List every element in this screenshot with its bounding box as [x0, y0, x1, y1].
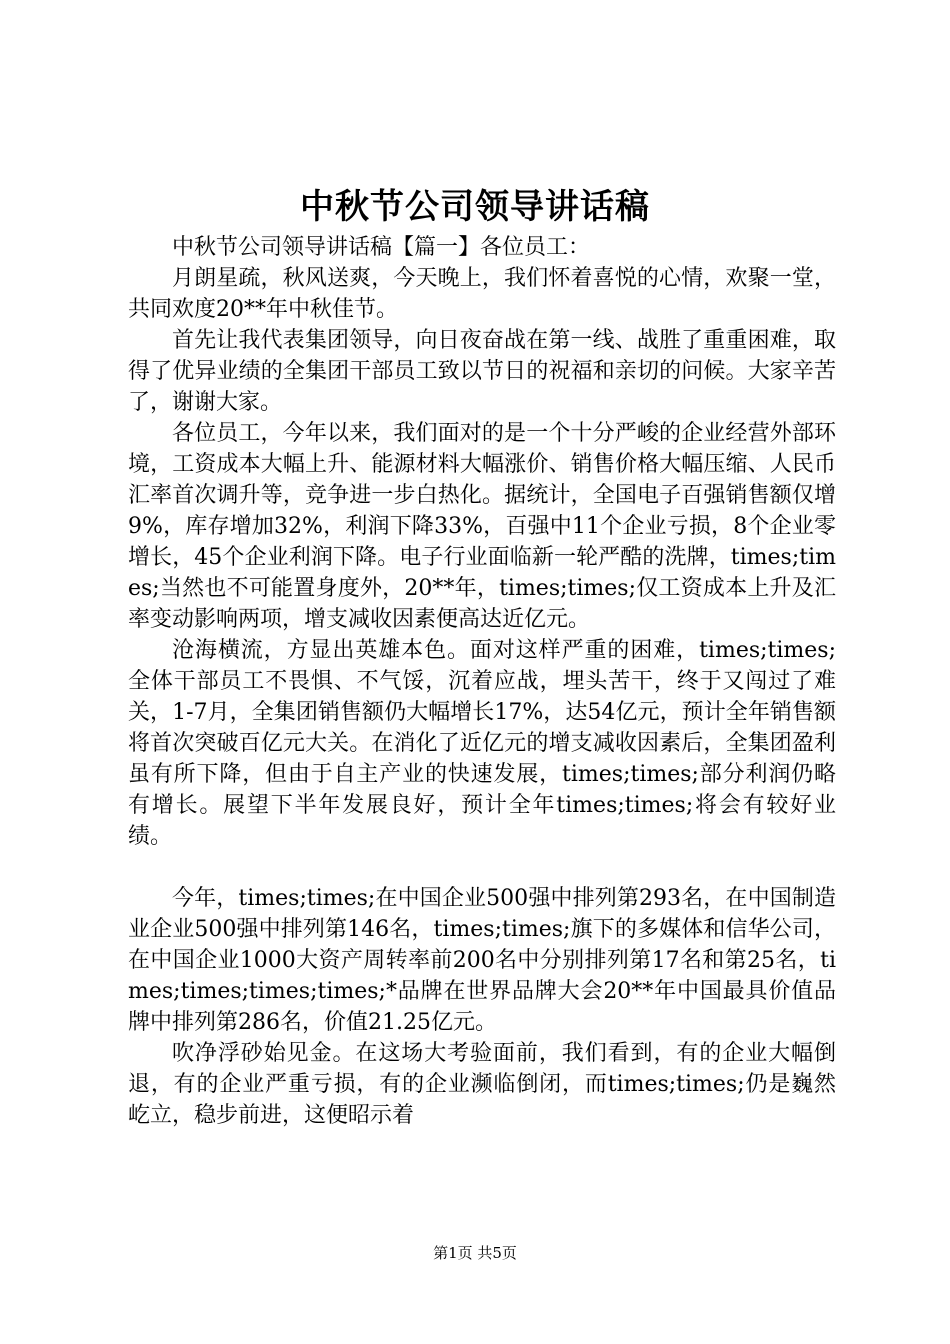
paragraph: 首先让我代表集团领导，向日夜奋战在第一线、战胜了重重困难，取得了优异业绩的全集团干部员工致以节日的祝福和亲切的问候。大家辛苦了，谢谢大家。	[128, 328, 836, 415]
paragraph: 沧海横流，方显出英雄本色。面对这样严重的困难，times;times;全体干部员工不畏惧、不气馁，沉着应战，埋头苦干，终于又闯过了难关，1-7月，全集团销售额仍大幅增长17%，达54亿元，预计全年销售额将首次突破百亿元大关。在消化了近亿元的增支减收因素后，全集团盈利虽有所下降，但由于自主产业的快速发展，times;times;部分利润仍略有增长。展望下半年发展良好，预计全年times;times;将会有较好业绩。	[128, 638, 836, 849]
paragraph: 今年，times;times;在中国企业500强中排列第293名，在中国制造业企业500强中排列第146名，times;times;旗下的多媒体和信华公司，在中国企业1000大资产周转率前200名中分别排列第17名和第25名，times;times;times;times;*品牌在世界品牌大会20**年中国最具价值品牌中排列第286名，价值21.25亿元。	[128, 886, 836, 1035]
page-footer: 第1页 共5页	[433, 1244, 517, 1262]
document-title: 中秋节公司领导讲话稿	[300, 187, 650, 227]
document-body	[128, 232, 836, 1131]
blank-line	[128, 852, 836, 883]
paragraph: 月朗星疏，秋风送爽，今天晚上，我们怀着喜悦的心情，欢聚一堂，共同欢度20**年中秋佳节。	[128, 266, 836, 322]
paragraph: 吹净浮砂始见金。在这场大考验面前，我们看到，有的企业大幅倒退，有的企业严重亏损，有的企业濒临倒闭，而times;times;仍是巍然屹立，稳步前进，这便昭示着	[128, 1041, 836, 1128]
paragraph: 各位员工，今年以来，我们面对的是一个十分严峻的企业经营外部环境，工资成本大幅上升、能源材料大幅涨价、销售价格大幅压缩、人民币汇率首次调升等，竞争进一步白热化。据统计，全国电子百强销售额仅增9%，库存增加32%，利润下降33%，百强中11个企业亏损，8个企业零增长，45个企业利润下降。电子行业面临新一轮严酷的洗牌，times;times;当然也不可能置身度外，20**年，times;times;仅工资成本上升及汇率变动影响两项，增支减收因素便高达近亿元。	[128, 421, 836, 632]
paragraph: 中秋节公司领导讲话稿【篇一】各位员工：	[172, 235, 591, 260]
